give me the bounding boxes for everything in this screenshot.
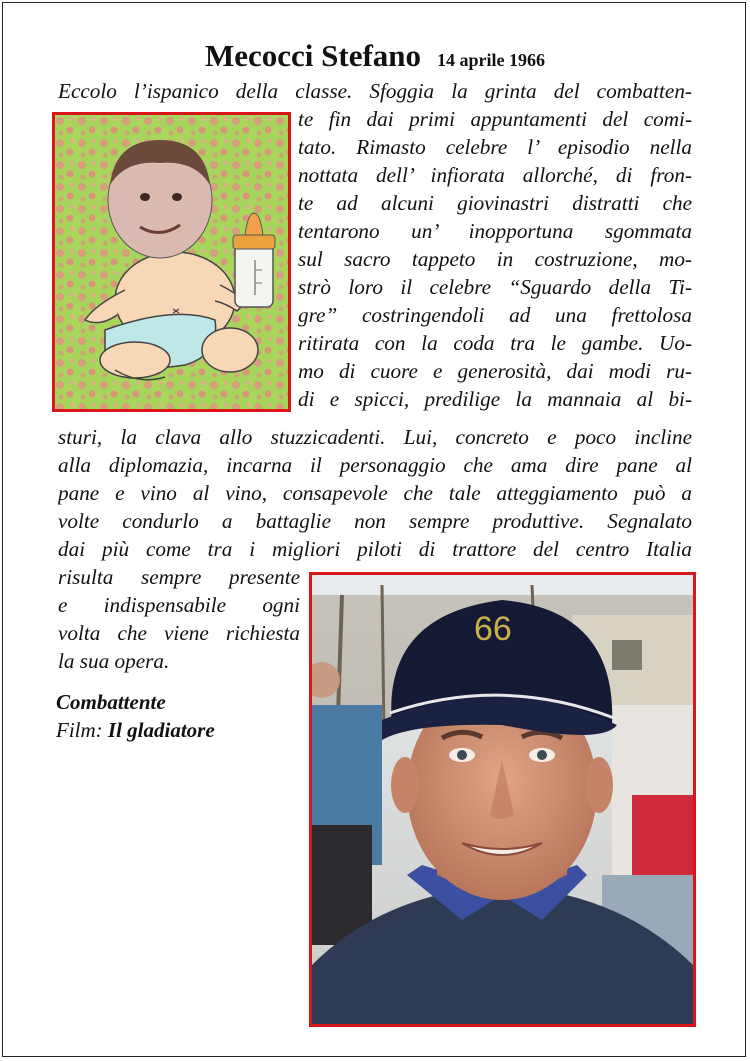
body-line-19: e indispensabile ogni	[58, 593, 300, 617]
body-line-1: Eccolo l’ispanico della classe. Sfoggia la grinta del combatten-	[58, 79, 692, 103]
film-label: Film:	[56, 718, 103, 742]
film-title: Il gladiatore	[107, 718, 215, 742]
body-line-12: di e spicci, predilige la mannaia al bi-	[298, 387, 692, 411]
body-line-10: ritirata con la coda tra le gambe. Uo-	[298, 331, 692, 355]
body-line-16: volte condurlo a battaglie non sempre produttive. Segnalato	[58, 509, 692, 533]
body-line-18: risulta sempre presente	[58, 565, 300, 589]
body-line-4: nottata dell’ infiorata allorché, di fron-	[298, 163, 692, 187]
body-line-21: la sua opera.	[58, 649, 170, 673]
body-line-13: sturi, la clava allo stuzzicadenti. Lui, concreto e poco incline	[58, 425, 692, 449]
body-line-3: tato. Rimasto celebre l’ episodio nella	[298, 135, 692, 159]
cartoon-baby-image	[52, 112, 291, 412]
body-line-6: tentarono un’ inopportuna sgommata	[298, 219, 692, 243]
body-line-11: mo di cuore e generosità, dai modi ru-	[298, 359, 692, 383]
body-line-15: pane e vino al vino, consapevole che tale atteggiamento può a	[58, 481, 692, 505]
body-line-20: volta che viene richiesta	[58, 621, 300, 645]
body-line-5: te ad alcuni giovinastri distratti che	[298, 191, 692, 215]
body-line-7: sul sacro tappeto in costruzione, mo-	[298, 247, 692, 271]
body-line-9: gre” costringendoli ad una frettolosa	[298, 303, 692, 327]
body-line-14: alla diplomazia, incarna il personaggio che ama dire pane al	[58, 453, 692, 477]
role-label: Combattente	[56, 690, 166, 714]
person-name: Mecocci Stefano	[204, 38, 422, 73]
body-line-17: dai più come tra i migliori piloti di trattore del centro Italia	[58, 537, 692, 561]
body-line-8: strò loro il celebre “Sguardo della Ti-	[298, 275, 692, 299]
birth-date: 14 aprile 1966	[437, 50, 546, 70]
portrait-photo	[309, 572, 696, 1027]
page-title	[0, 38, 750, 74]
film-line	[56, 718, 215, 743]
body-line-2: te fin dai primi appuntamenti del comi-	[298, 107, 692, 131]
cap-number: 66	[474, 610, 512, 648]
